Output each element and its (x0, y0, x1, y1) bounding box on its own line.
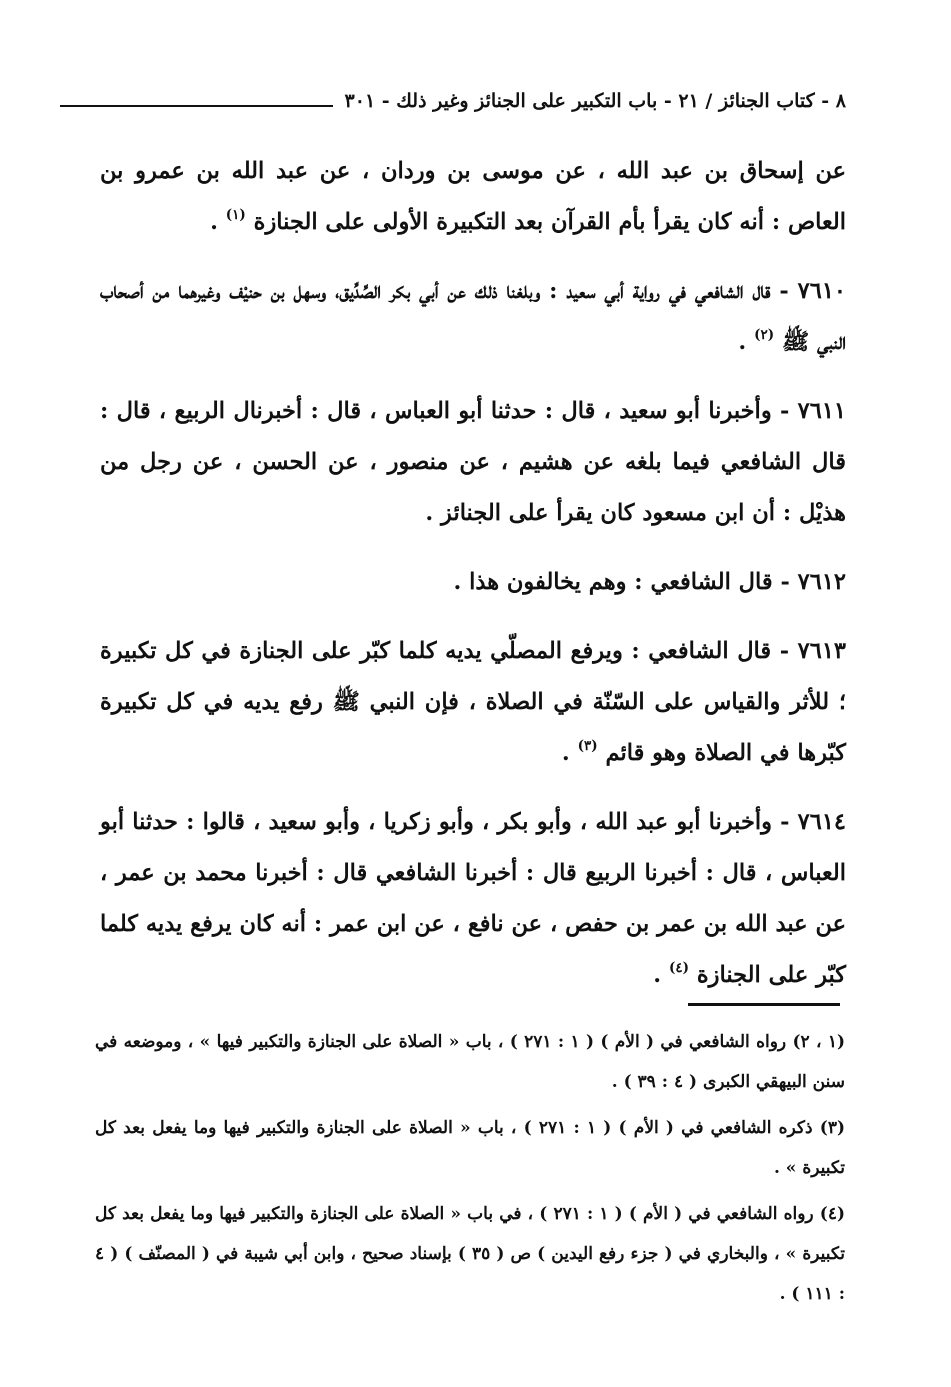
paragraph-7610: ٧٦١٠ - قال الشافعي في رواية أبي سعيد : وبلغنا ذلك عن أبي بكر الصِّدِّيق، وسهل بن حنيْف وغيرهما من أصحاب النبي ﷺ $^{(٢)}$ . (100, 278, 846, 355)
paragraph-7612 (100, 557, 846, 608)
paragraph-text: ٧٦١١ - وأخبرنا أبو سعيد ، قال : حدثنا أبو العباس ، قال : أخبرنال الربيع ، قال : قال الشافعي فيما بلغه عن هشيم ، عن منصور ، عن الحسن ، عن رجل من هذيْل : أن ابن مسعود كان يقرأ على الجنائز . (100, 398, 846, 526)
footnotes (95, 1022, 845, 1320)
header-rule (60, 105, 333, 107)
footnote-3: (٣) ذكره الشافعي في ( الأم ) ( ١ : ٢٧١ ) ، باب « الصلاة على الجنازة والتكبير فيها وما يفعل بعد كل تكبيرة » . (95, 1118, 845, 1178)
footnote-marker: (١) (225, 206, 246, 223)
footnote-separator (688, 1003, 840, 1006)
running-header-title: ٨ - كتاب الجنائز / ٢١ - باب التكبير على الجنائز وغير ذلك - ٣٠١ (344, 90, 846, 112)
paragraph-text: ٧٦١٣ - قال الشافعي : ويرفع المصلّي يديه كلما كبّر على الجنازة في كل تكبيرة ؛ للأثر والقياس على السّنّة في الصلاة ، فإن النبي ﷺ رفع يديه في كل تكبيرة كبّرها في الصلاة وهو قائم (100, 638, 846, 766)
paragraph-1: عن إسحاق بن عبد الله ، عن موسى بن وردان ، عن عبد الله بن عمرو بن العاص : أنه كان يقرأ بأم القرآن بعد التكبيرة الأولى على الجنازة $^{(١)}$ . (100, 158, 846, 235)
paragraph-text: عن إسحاق بن عبد الله ، عن موسى بن وردان ، عن عبد الله بن عمرو بن العاص : أنه كان يقرأ بأم القرآن بعد التكبيرة الأولى على الجنازة (100, 158, 846, 235)
footnote-marker: (٤) (668, 959, 690, 976)
paragraph-text: ٧٦١٠ - قال الشافعي في رواية أبي سعيد : وبلغنا ذلك عن أبي بكر الصِّدِّيق، وسهل بن حنيْف وغيرهما من أصحاب النبي ﷺ (100, 278, 846, 355)
paragraph-7613: ٧٦١٣ - قال الشافعي : ويرفع المصلّي يديه كلما كبّر على الجنازة في كل تكبيرة ؛ للأثر والقياس على السّنّة في الصلاة ، فإن النبي ﷺ رفع يديه في كل تكبيرة كبّرها في الصلاة وهو قائم $^{(٣)}$ . (100, 638, 846, 766)
running-header (60, 84, 846, 118)
footnote-4: (٤) رواه الشافعي في ( الأم ) ( ١ : ٢٧١ ) ، في باب « الصلاة على الجنازة والتكبير فيها وما يفعل بعد كل تكبيرة » ، والبخاري في ( جزء رفع اليدين ) ص ( ٣٥ ) بإسناد صحيح ، وابن أبي شيبة في ( المصنّف ) ( ٤ : ١١١ ) . (95, 1204, 845, 1304)
paragraph-text: ٧٦١٤ - وأخبرنا أبو عبد الله ، وأبو بكر ، وأبو زكريا ، وأبو سعيد ، قالوا : حدثنا أبو العباس ، قال : أخبرنا الربيع قال : أخبرنا الشافعي قال : أخبرنا محمد بن عمر ، عن عبد الله بن عمر بن حفص ، عن نافع ، عن ابن عمر : أنه كان يرفع يديه كلما كبّر على الجنازة (100, 809, 846, 988)
paragraph-text: ٧٦١٢ - قال الشافعي : وهم يخالفون هذا . (453, 569, 846, 595)
footnote-marker: (٣) (577, 737, 598, 754)
paragraph-7614: ٧٦١٤ - وأخبرنا أبو عبد الله ، وأبو بكر ، وأبو زكريا ، وأبو سعيد ، قالوا : حدثنا أبو العباس ، قال : أخبرنا الربيع قال : أخبرنا الشافعي قال : أخبرنا محمد بن عمر ، عن عبد الله بن عمر بن حفص ، عن نافع ، عن ابن عمر : أنه كان يرفع يديه كلما كبّر على الجنازة $^{(٤)}$ . (100, 809, 846, 988)
main-text (100, 146, 846, 1019)
footnote-1-2: (١ ، ٢) رواه الشافعي في ( الأم ) ( ١ : ٢٧١ ) ، باب « الصلاة على الجنازة والتكبير فيها » ، وموضعه في سنن البيهقي الكبرى ( ٤ : ٣٩ ) . (95, 1032, 845, 1092)
footnote-marker: (٢) (754, 326, 775, 343)
paragraph-7611 (100, 386, 846, 539)
